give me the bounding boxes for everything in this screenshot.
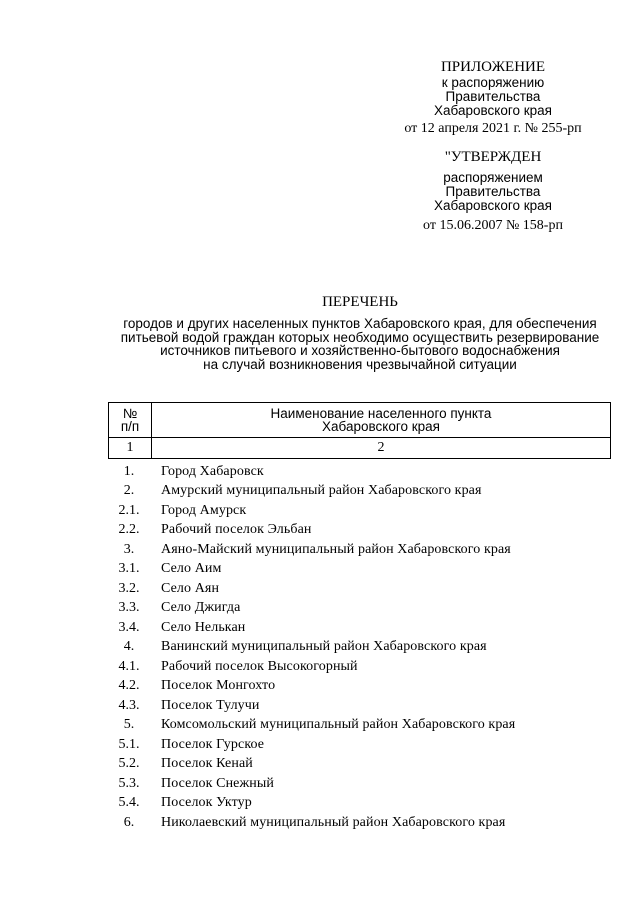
item-number: 4.2. [118,678,140,694]
list-subtitle-line: городов и других населенных пунктов Хабаровского края, для обеспечения [123,316,597,331]
item-number: 2.1. [118,502,140,518]
appendix-block [378,58,608,138]
item-name: Поселок Тулучи [161,697,260,713]
approved-line: Хабаровского края [434,198,552,213]
approved-block [378,148,608,235]
item-name: Поселок Гурское [161,736,265,752]
list-item [108,482,628,502]
item-number: 4.3. [118,697,140,713]
item-number: 4.1. [118,658,140,674]
header-name-label: Наименование населенного пункта [270,406,492,421]
approved-line: распоряжением [443,170,543,185]
list-item [108,696,628,716]
item-number: 2. [123,483,135,499]
list-item [108,677,628,697]
item-name: Николаевский муниципальный район Хабаровского края [161,814,506,830]
item-number: 2.2. [118,522,140,538]
list-item [108,521,628,541]
approved-title: "УТВЕРЖДЕН [444,149,542,165]
list-item [108,813,628,833]
item-number: 5.4. [118,795,140,811]
appendix-line: Правительства [445,89,541,104]
list-table-header [108,402,611,459]
item-number: 4. [123,639,135,655]
item-name: Рабочий поселок Эльбан [161,522,312,538]
table-header-row [109,403,611,438]
item-name: Поселок Монгохто [161,678,276,694]
item-number: 3.4. [118,619,140,635]
header-number-cell [109,403,152,438]
list-item [108,755,628,775]
list-item [108,794,628,814]
item-name: Село Аим [161,561,222,577]
list-item [108,599,628,619]
list-item [108,657,628,677]
list-subtitle-line: на случай возникновения чрезвычайной ситуации [203,356,517,372]
item-name: Поселок Кенай [161,756,253,772]
list-subtitle-line: питьевой водой граждан которых необходимо осуществить резервирование [120,329,600,345]
list-item [108,716,628,736]
index-cell: 2 [152,438,611,459]
item-name: Город Амурск [161,502,247,518]
item-name: Село Джигда [161,600,241,616]
list-item [108,774,628,794]
list-item [108,579,628,599]
list-subtitle-line: источников питьевого и хозяйственно-бытового водоснабжения [160,343,560,358]
item-name: Амурский муниципальный район Хабаровского края [161,483,482,499]
item-number: 3.3. [118,600,140,616]
list-item [108,462,628,482]
item-number: 1. [123,463,135,479]
appendix-line: к распоряжению [441,75,545,90]
item-number: 3.2. [118,580,140,596]
item-number: 5. [123,717,135,733]
item-name: Поселок Снежный [161,775,274,791]
settlement-list [108,462,628,833]
item-number: 3. [123,541,135,557]
index-cell: 1 [109,438,152,459]
item-number: 5.2. [118,756,140,772]
header-name-label: Хабаровского края [322,419,440,434]
header-name-cell [152,403,611,438]
list-item [108,560,628,580]
item-number: 5.3. [118,775,140,791]
item-name: Аяно-Майский муниципальный район Хабаровского края [161,541,511,557]
list-title: ПЕРЕЧЕНЬ [322,294,398,310]
list-item [108,501,628,521]
item-number: 6. [123,814,135,830]
item-number: 5.1. [118,736,140,752]
list-item [108,540,628,560]
approved-line: Правительства [445,184,541,199]
appendix-line: Хабаровского края [434,103,552,118]
item-name: Рабочий поселок Высокогорный [161,658,358,674]
item-name: Город Хабаровск [161,463,264,479]
header-number-label: п/п [120,419,140,434]
table-index-row [109,438,611,459]
item-name: Поселок Уктур [161,795,252,811]
appendix-date: от 12 апреля 2021 г. № 255-рп [404,121,582,136]
approved-date: от 15.06.2007 № 158-рп [423,218,563,233]
item-number: 3.1. [118,561,140,577]
appendix-title: ПРИЛОЖЕНИЕ [440,59,546,75]
list-item [108,638,628,658]
list-item [108,618,628,638]
item-name: Комсомольский муниципальный район Хабаровского края [161,717,516,733]
item-name: Ванинский муниципальный район Хабаровского края [161,639,487,655]
list-item [108,735,628,755]
item-name: Село Нелькан [161,619,246,635]
item-name: Село Аян [161,580,220,596]
header-number-label: № [122,406,138,421]
list-heading [60,293,640,371]
